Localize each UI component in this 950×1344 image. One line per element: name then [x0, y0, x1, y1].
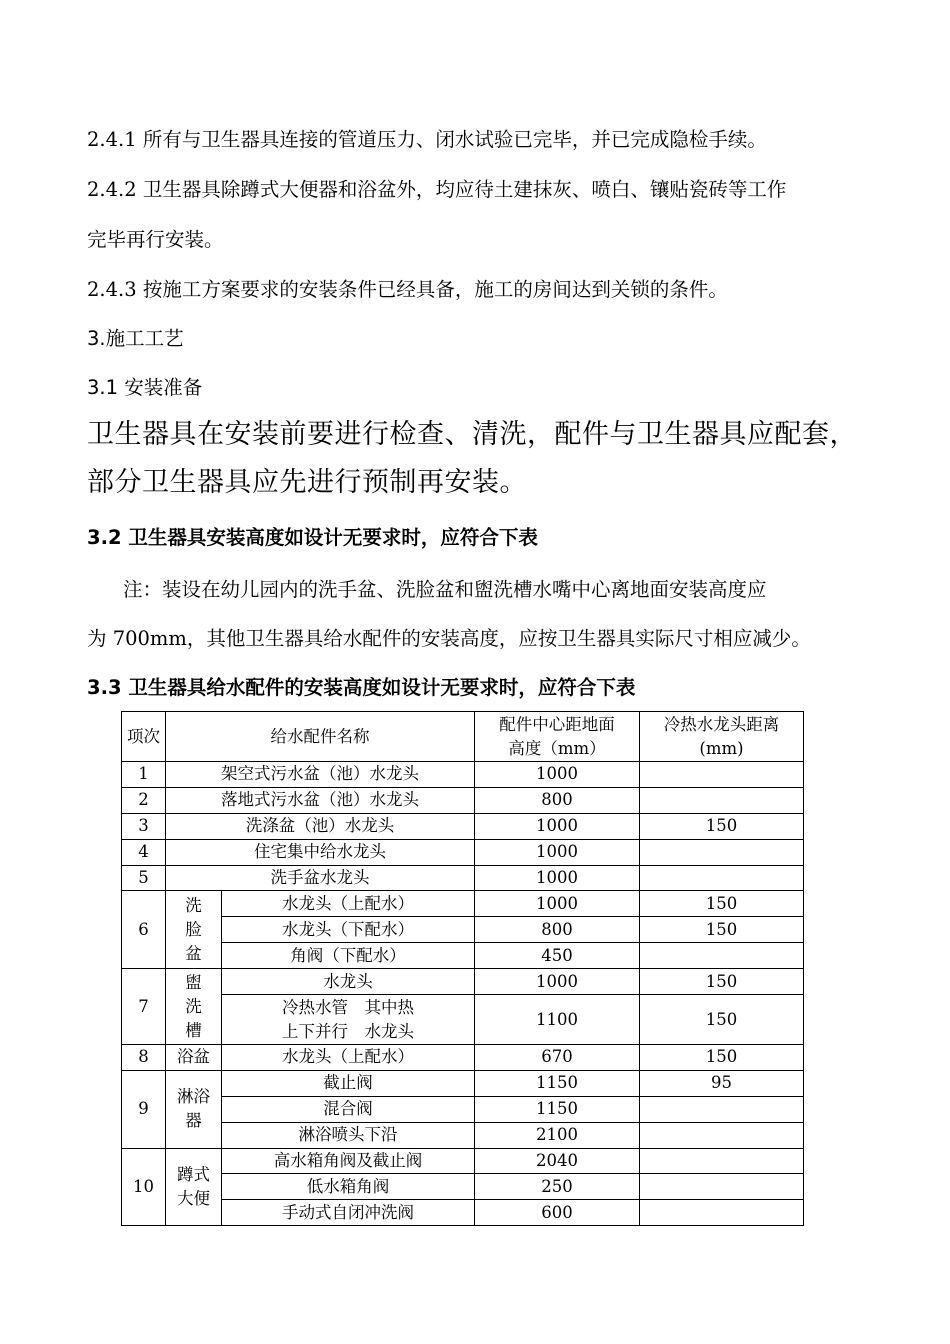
- heading-3-3: 3.3 卫生器具给水配件的安装高度如设计无要求时，应符合下表: [87, 676, 636, 699]
- table-row: 1 架空式污水盆（池）水龙头 1000: [122, 762, 804, 788]
- note-line2: 为 700mm，其他卫生器具给水配件的安装高度，应按卫生器具实际尺寸相应减少。: [87, 627, 811, 650]
- category-shower: 淋浴 器: [166, 1070, 222, 1148]
- table-row: 手动式自闭冲洗阀 600: [122, 1200, 804, 1226]
- table-row: 水龙头（下配水） 800 150: [122, 917, 804, 943]
- prep-text-line1: 卫生器具在安装前要进行检查、清洗，配件与卫生器具应配套，: [87, 419, 857, 450]
- table-row: 混合阀 1150: [122, 1096, 804, 1122]
- heading-3-1: 3.1 安装准备: [87, 376, 203, 399]
- header-distance: 冷热水龙头距离 (mm): [640, 712, 804, 762]
- table-row: 低水箱角阀 250: [122, 1174, 804, 1200]
- paragraph-2-4-2-line2: 完毕再行安装。: [87, 228, 224, 251]
- table-row: 8 浴盆 水龙头（上配水） 670 150: [122, 1045, 804, 1071]
- category-washbasin: 洗 脸 盆: [166, 891, 222, 969]
- table-row: 2 落地式污水盆（池）水龙头 800: [122, 787, 804, 813]
- table-row: 5 洗手盆水龙头 1000: [122, 865, 804, 891]
- table-row: 淋浴喷头下沿 2100: [122, 1122, 804, 1148]
- table-row: 6 洗 脸 盆 水龙头（上配水） 1000 150: [122, 891, 804, 917]
- prep-text-line2: 部分卫生器具应先进行预制再安装。: [87, 467, 527, 498]
- category-squat-toilet: 蹲式 大便: [166, 1148, 222, 1226]
- header-no: 项次: [122, 712, 166, 762]
- paragraph-2-4-1: 2.4.1 所有与卫生器具连接的管道压力、闭水试验已完毕，并已完成隐检手续。: [87, 128, 767, 151]
- category-washtrough: 盥 洗 槽: [166, 969, 222, 1045]
- fitting-height-table: [121, 711, 804, 1226]
- table-row: 冷热水管 其中热 上下并行 水龙头 1100 150: [122, 995, 804, 1045]
- header-name: 给水配件名称: [166, 712, 475, 762]
- heading-3: 3.施工工艺: [87, 327, 184, 350]
- paragraph-2-4-3: 2.4.3 按施工方案要求的安装条件已经具备，施工的房间达到关锁的条件。: [87, 278, 728, 301]
- table-header-row: [122, 712, 804, 762]
- heading-3-2: 3.2 卫生器具安装高度如设计无要求时，应符合下表: [87, 526, 538, 549]
- note-line1: 注：装设在幼儿园内的洗手盆、洗脸盆和盥洗槽水嘴中心离地面安装高度应: [123, 578, 767, 601]
- table-row: 9 淋浴 器 截止阀 1150 95: [122, 1070, 804, 1096]
- table-row: 角阀（下配水） 450: [122, 943, 804, 969]
- header-height: 配件中心距地面 高度（mm）: [475, 712, 640, 762]
- table-row: 7 盥 洗 槽 水龙头 1000 150: [122, 969, 804, 995]
- table-row: 3 洗涤盆（池）水龙头 1000 150: [122, 813, 804, 839]
- paragraph-2-4-2-line1: 2.4.2 卫生器具除蹲式大便器和浴盆外，均应待土建抹灰、喷白、镶贴瓷砖等工作: [87, 178, 787, 201]
- table-row: 4 住宅集中给水龙头 1000: [122, 839, 804, 865]
- table-row: 10 蹲式 大便 高水箱角阀及截止阀 2040: [122, 1148, 804, 1174]
